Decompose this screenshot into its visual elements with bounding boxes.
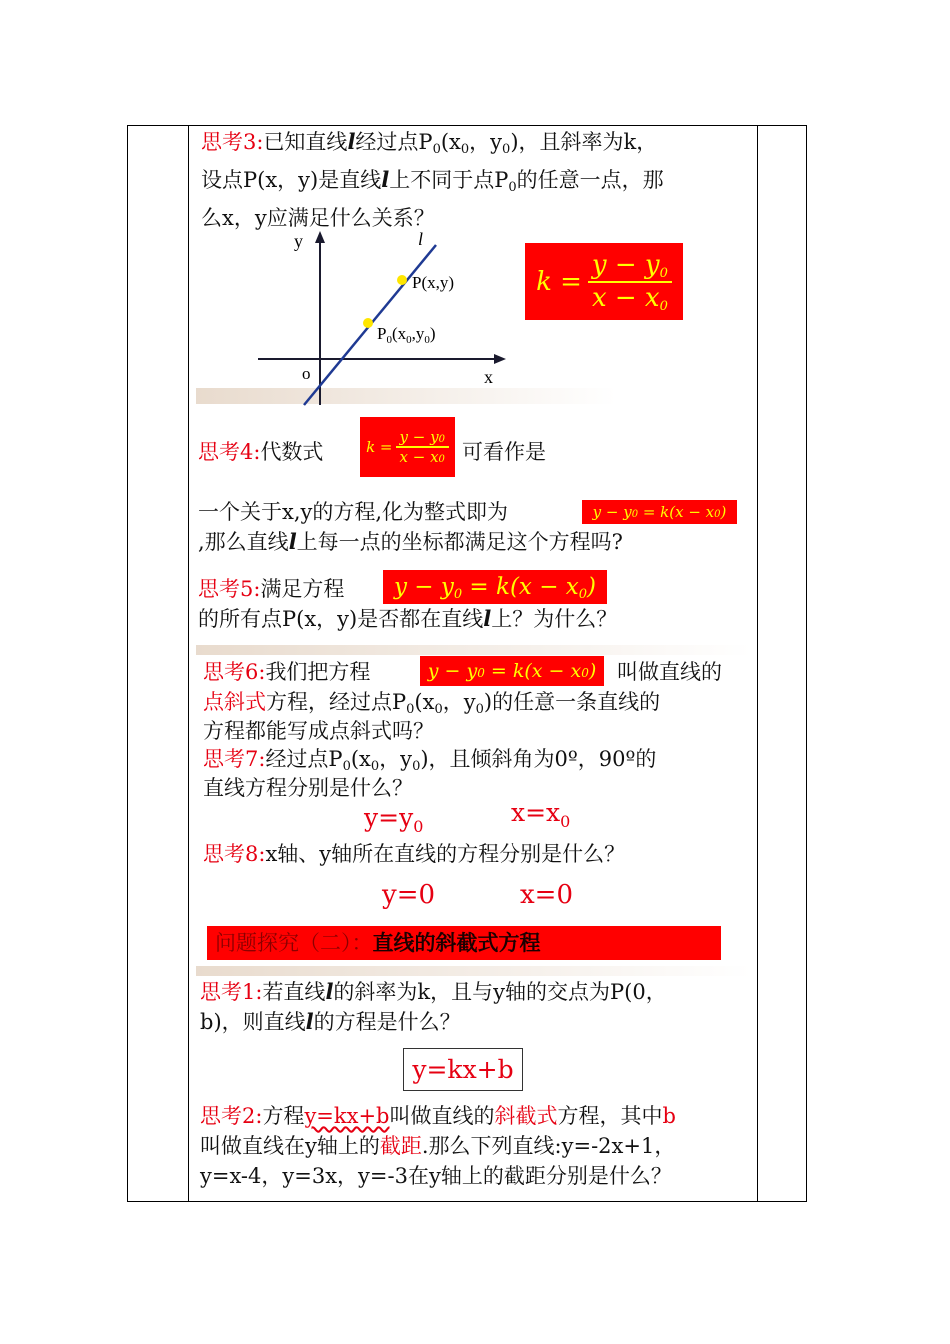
label-l: l xyxy=(418,229,424,249)
label-y: y xyxy=(294,231,303,251)
section-title-bar: 问题探究（二）：直线的斜截式方程 xyxy=(207,926,721,960)
answer-8-y-axis: x=0 xyxy=(520,880,573,910)
slide-shadow-2 xyxy=(196,645,751,655)
answer-8-x-axis: y=0 xyxy=(382,880,436,910)
column-divider-left xyxy=(188,125,189,1202)
question-3: 思考3:已知直线l经过点$P_0(x_0$，$y_0$)，且斜率为k， 设点P(x，y)是直线l上不同于点$P_0$的任意一点，那 么x，y应满足什么关系？ xyxy=(201,129,664,230)
slope-formula-small: k = $\frac{y - y0}{x - x0}$ xyxy=(360,417,455,477)
question-6-after: 叫做直线的 xyxy=(617,660,722,684)
point-slope-eq: $y - y_0 = k(x - x_0)$ xyxy=(383,570,607,604)
slope-intercept-answer-box: y=kx+b xyxy=(403,1048,523,1091)
point-p0 xyxy=(363,318,373,328)
question-4-after: 可看作是 xyxy=(462,440,546,464)
section2-question-1: 思考1:若直线l的斜率为k，且与y轴的交点为P(0， b)，则直线l的方程是什么？ xyxy=(200,979,667,1034)
question-8: 思考8:x轴、y轴所在直线的方程分别是什么？ xyxy=(203,842,626,866)
question-4-line-3: ,那么直线l上每一点的坐标都满足这个方程吗? xyxy=(198,529,623,554)
question-5-line-1: 思考5:满足方程 xyxy=(198,577,345,601)
question-7-line-1: 思考7:经过点$P_0(x_0$，$y_0$)，且倾斜角为0º，90º的 xyxy=(203,747,657,774)
question-6-line-1: 思考6:我们把方程 xyxy=(203,660,371,684)
point-p xyxy=(397,275,407,285)
slope-formula-box: k = $\frac{y - y_0}{x - x_0}$ xyxy=(525,243,683,320)
column-divider-right xyxy=(757,125,758,1202)
point-slope-eq-mid: y − y0 = k(x − x0) xyxy=(420,656,604,686)
question-7-line-2: 直线方程分别是什么？ xyxy=(203,776,413,800)
question-6-line-3: 方程都能写成点斜式吗？ xyxy=(203,719,434,743)
label-point-p: P(x,y) xyxy=(412,273,455,292)
label-origin: o xyxy=(302,364,311,383)
answer-7-horizontal: $y=y_0$ xyxy=(364,803,424,836)
label-point-p0: $P_0(x_0,y_0)$ xyxy=(377,324,436,346)
slide-shadow-3 xyxy=(196,966,751,976)
answer-7-vertical: $x=x_0$ xyxy=(511,798,571,831)
question-4-line-2: 一个关于x,y的方程,化为整式即为 xyxy=(198,500,509,524)
question-6-line-2: 点斜式方程，经过点$P_0(x_0$，$y_0$)的任意一条直线的 xyxy=(203,690,661,717)
x-axis-arrow xyxy=(494,354,506,364)
question-5-line-2: 的所有点P(x，y)是否都在直线l上？为什么？ xyxy=(198,606,618,631)
label-x: x xyxy=(484,367,493,387)
point-slope-eq-small: y − y0 = k(x − x0) xyxy=(582,500,737,524)
question-4-line-1: 思考4:代数式 xyxy=(198,440,324,464)
section2-question-2: 思考2:方程y=kx+b叫做直线的斜截式方程，其中b 叫做直线在y轴上的截距.那么下列直线:y=-2x+1， y=x-4，y=3x，y=-3在y轴上的截距分别是什么？ xyxy=(200,1104,676,1188)
line-figure xyxy=(240,225,520,410)
y-axis-arrow xyxy=(315,231,325,243)
